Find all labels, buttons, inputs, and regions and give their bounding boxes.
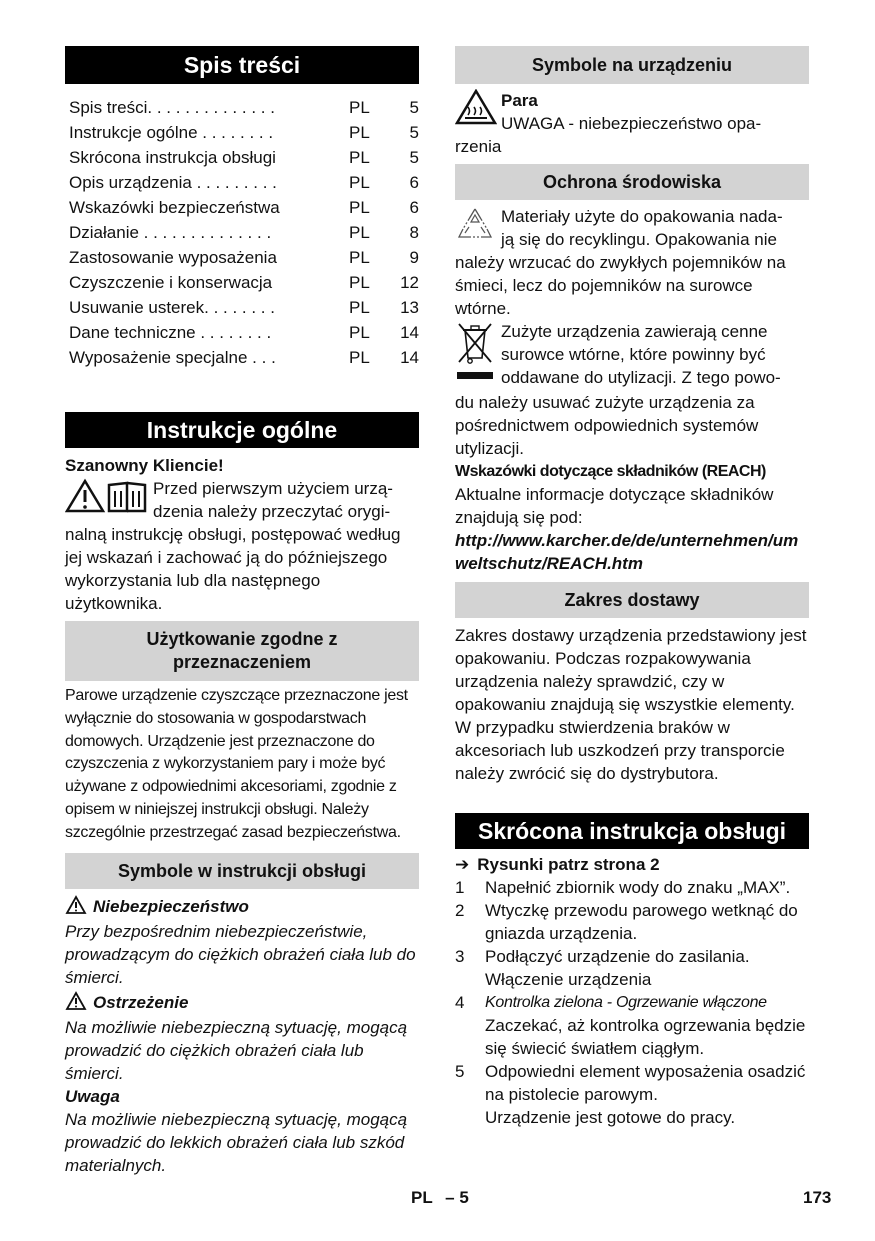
step-text: Podłączyć urządzenie do zasilania. (485, 947, 750, 966)
recycle-icon (455, 205, 501, 251)
caution-text: Na możliwie niebezpieczną sytuację, mogącą prowadzić do lekkich obrażeń ciała lub szkód materialnych. (65, 1109, 408, 1175)
toc-lang: PL (349, 248, 370, 267)
toc-list (65, 95, 419, 370)
warning-row (65, 991, 419, 1016)
recycle-text: należy wrzucać do zwykłych pojemników na śmieci, lecz do pojemników na surowce wtórne. (455, 253, 786, 318)
step-status-note: Kontrolka zielona - Ogrzewanie włączone (485, 994, 767, 1011)
para-label: Para (501, 91, 538, 110)
list-item (455, 876, 809, 899)
right-column (455, 46, 809, 1129)
toc-heading: Spis treści (65, 46, 419, 84)
toc-row[interactable] (65, 95, 419, 120)
reach-heading: Wskazówki dotyczące składników (REACH) (455, 463, 766, 480)
step-number: 1 (455, 878, 465, 897)
warning-icon (65, 991, 87, 1016)
toc-title: Zastosowanie wyposażenia (69, 248, 277, 267)
toc-page: 14 (400, 348, 419, 367)
toc-title: Dane techniczne . . . . . . . . (69, 323, 272, 342)
intro-line-2: dzenia należy przeczytać orygi- (153, 502, 391, 521)
step-text: Wtyczkę przewodu parowego wetknąć do gniazda urządzenia. (485, 901, 798, 943)
toc-title: Spis treści. . . . . . . . . . . . . . (69, 98, 275, 117)
weee-line-3: oddawane do utylizacji. Z tego powo- (501, 368, 781, 387)
weee-line-1: Zużyte urządzenia zawierają cenne (501, 322, 768, 341)
quick-heading: Skrócona instrukcja obsługi (455, 813, 809, 849)
step-body (485, 945, 809, 991)
toc-lang: PL (349, 323, 370, 342)
list-item (455, 945, 809, 991)
toc-lang: PL (349, 148, 370, 167)
delivery-text-1: Zakres dostawy urządzenia przedstawiony jest opakowaniu. Podczas rozpakowywania urządzenia należy sprawdzić, czy w opakowaniu znajdują się wszystkie elementy. (455, 626, 807, 714)
toc-page: 9 (409, 248, 419, 267)
toc-lang: PL (349, 123, 370, 142)
arrow-icon: ➔ (455, 855, 470, 874)
hot-surface-icon (455, 89, 501, 135)
environment-heading: Ochrona środowiska (455, 164, 809, 200)
warning-text: Na możliwie niebezpieczną sytuację, mogącą prowadzić do ciężkich obrażeń ciała lub śmierci. (65, 1017, 408, 1083)
toc-page: 6 (409, 173, 419, 192)
danger-icon (65, 895, 87, 920)
step-text: Zaczekać, aż kontrolka ogrzewania będzie się świecić światłem ciągłym. (485, 1016, 806, 1058)
toc-row[interactable] (65, 170, 419, 195)
intro-text: nalną instrukcję obsługi, postępować według jej wskazań i zachować ją do późniejszego wykorzystania lub dla następnego użytkownika. (65, 525, 401, 613)
toc-row[interactable] (65, 120, 419, 145)
toc-title: Wskazówki bezpieczeństwa (69, 198, 280, 217)
toc-row[interactable] (65, 245, 419, 270)
manual-symbols-heading: Symbole w instrukcji obsługi (65, 853, 419, 889)
reach-text: Aktualne informacje dotyczące składników znajdują się pod: (455, 485, 774, 527)
weee-text: du należy usuwać zużyte urządzenia za pośrednictwem odpowiednich systemów utylizacji. (455, 393, 759, 458)
step-body (485, 899, 809, 945)
toc-row[interactable] (65, 145, 419, 170)
step-text: Odpowiedni element wyposażenia osadzić na pistolecie parowym. (485, 1062, 806, 1104)
toc-lang: PL (349, 348, 370, 367)
intro-block (65, 477, 419, 523)
recycle-line-2: ją się do recyklingu. Opakowania nie (501, 230, 777, 249)
toc-title: Skrócona instrukcja obsługi (69, 148, 276, 167)
weee-block (455, 320, 809, 391)
para-block (455, 89, 809, 135)
toc-page: 5 (409, 148, 419, 167)
toc-lang: PL (349, 273, 370, 292)
toc-lang: PL (349, 198, 370, 217)
step-body (485, 1060, 809, 1129)
toc-lang: PL (349, 173, 370, 192)
toc-page: 5 (409, 98, 419, 117)
toc-title: Wyposażenie specjalne . . . (69, 348, 276, 367)
step-body (485, 991, 809, 1060)
para-text-line: UWAGA - niebezpieczeństwo opa- (501, 114, 762, 133)
greeting: Szanowny Kliencie! (65, 456, 224, 475)
toc-row[interactable] (65, 220, 419, 245)
toc-lang: PL (349, 223, 370, 242)
step-text: Napełnić zbiornik wody do znaku „MAX”. (485, 878, 791, 897)
toc-page: 12 (400, 273, 419, 292)
step-number: 2 (455, 901, 465, 920)
toc-row[interactable] (65, 195, 419, 220)
figures-note: Rysunki patrz strona 2 (477, 855, 660, 874)
recycle-line-1: Materiały użyte do opakowania nada- (501, 207, 783, 226)
toc-lang: PL (349, 98, 370, 117)
general-heading: Instrukcje ogólne (65, 412, 419, 448)
step-extra: Urządzenie jest gotowe do pracy. (485, 1108, 736, 1127)
footer-page-local: – 5 (445, 1188, 469, 1207)
intended-use-text: Parowe urządzenie czyszczące przeznaczone jest wyłącznie do stosowania w gospodarstwach domowych. Urządzenie jest przeznaczone do czyszczenia z wykorzystaniem pary i może być używane z odpowiednimi akcesoriami, zgodnie z opisem w niniejszej instrukcji obsługi. Należy szczególnie przestrzegać zasad bezpieczeństwa. (65, 687, 408, 841)
toc-title: Opis urządzenia . . . . . . . . . (69, 173, 277, 192)
toc-title: Instrukcje ogólne . . . . . . . . (69, 123, 274, 142)
list-item (455, 899, 809, 945)
list-item (455, 1060, 809, 1129)
toc-row[interactable] (65, 345, 419, 370)
toc-page: 6 (409, 198, 419, 217)
toc-title: Działanie . . . . . . . . . . . . . . (69, 223, 272, 242)
quick-steps (455, 876, 809, 1129)
toc-title: Usuwanie usterek. . . . . . . . (69, 298, 275, 317)
reach-link[interactable]: http://www.karcher.de/de/unternehmen/umweltschutz/REACH.htm (455, 531, 799, 573)
weee-line-2: surowce wtórne, które powinny być (501, 345, 766, 364)
crossed-bin-icon (455, 320, 501, 391)
para-text: rzenia (455, 137, 502, 156)
device-symbols-heading: Symbole na urządzeniu (455, 46, 809, 84)
step-extra: Włączenie urządzenia (485, 970, 652, 989)
toc-row[interactable] (65, 295, 419, 320)
toc-page: 13 (400, 298, 419, 317)
list-item (455, 991, 809, 1060)
toc-lang: PL (349, 298, 370, 317)
step-body (485, 876, 809, 899)
caution-label: Uwaga (65, 1086, 120, 1106)
toc-row[interactable] (65, 320, 419, 345)
danger-row (65, 895, 419, 920)
toc-title: Czyszczenie i konserwacja (69, 273, 273, 292)
left-column (65, 46, 419, 1177)
warning-label: Ostrzeżenie (93, 992, 189, 1012)
danger-text: Przy bezpośrednim niebezpieczeństwie, prowadzącym do ciężkich obrażeń ciała lub do śmierci. (65, 921, 416, 987)
step-number: 3 (455, 947, 465, 966)
figures-note-row (455, 853, 809, 876)
step-number: 4 (455, 993, 465, 1012)
intended-use-heading: Użytkowanie zgodne z przeznaczeniem (65, 621, 419, 681)
recycle-block (455, 205, 809, 251)
step-number: 5 (455, 1062, 465, 1081)
footer-lang (411, 1188, 469, 1208)
danger-label: Niebezpieczeństwo (93, 896, 249, 916)
toc-page: 14 (400, 323, 419, 342)
delivery-heading: Zakres dostawy (455, 582, 809, 618)
warning-manual-icon (65, 477, 153, 523)
delivery-text-2: W przypadku stwierdzenia braków w akcesoriach lub uszkodzeń przy transporcie należy zwrócić się do dystrybutora. (455, 718, 785, 783)
toc-page: 8 (409, 223, 419, 242)
toc-page: 5 (409, 123, 419, 142)
footer-lang-code: PL (411, 1188, 433, 1207)
intro-line-1: Przed pierwszym użyciem urzą- (153, 479, 393, 498)
footer-page-number: 173 (803, 1188, 832, 1207)
toc-row[interactable] (65, 270, 419, 295)
